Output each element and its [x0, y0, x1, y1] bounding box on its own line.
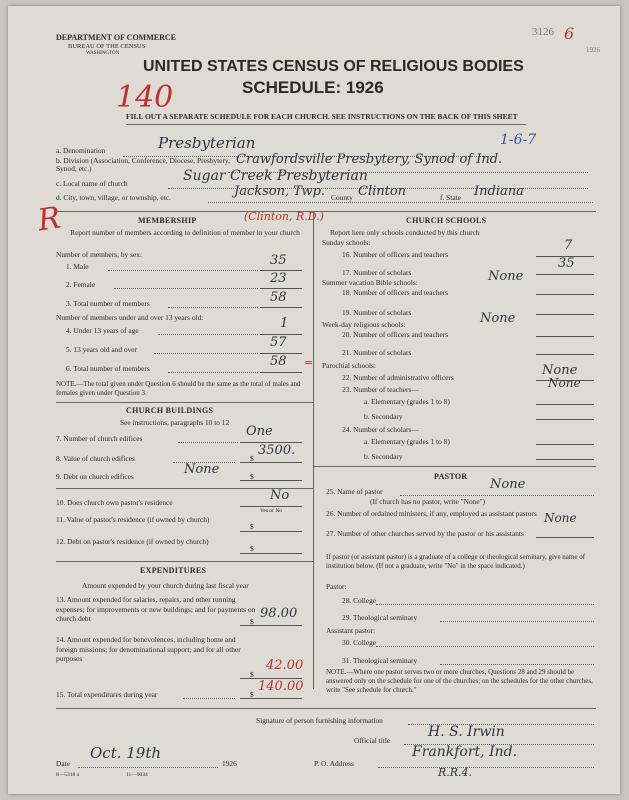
q24b-line — [536, 459, 594, 460]
graduate-note: If pastor (or assistant pastor) is a graduate of a college or theological seminary, give name of institution below. (If not a graduate, write "No" in the space indicated.) — [326, 553, 586, 570]
q8-label: 8. Value of church edifices — [56, 454, 135, 463]
q31-label: 31. Theological seminary — [342, 656, 418, 665]
membership-intro: Report number of members according to definition of member in your church — [70, 228, 300, 237]
q25-value: None — [490, 477, 526, 492]
handwritten-number: 140 — [116, 80, 174, 115]
date-line — [78, 767, 218, 768]
q12-line — [240, 553, 302, 554]
division-value: Crawfordsville Presbytery, Synod of Ind. — [236, 152, 503, 167]
q3-line — [260, 307, 302, 308]
q6-label: 6. Total number of members — [66, 364, 150, 373]
q8-dollar: $ — [250, 454, 254, 463]
q16-value: 7 — [564, 238, 573, 253]
city-label: WASHINGTON — [86, 51, 120, 56]
q19-line — [536, 314, 594, 315]
q27-line — [536, 537, 594, 538]
q25-line — [400, 495, 594, 496]
po-address-value-2: R.R.4. — [438, 766, 473, 779]
schools-heading: CHURCH SCHOOLS — [406, 216, 487, 225]
po-line — [378, 767, 594, 768]
church-name-label: c. Local name of church — [56, 179, 128, 188]
q21-line — [536, 354, 594, 355]
date-year: 1926 — [222, 759, 237, 768]
q20-line — [536, 336, 594, 337]
signature-label: Signature of person furnishing information — [256, 716, 383, 725]
city-line — [208, 202, 593, 203]
summer-label: Summer vacation Bible schools: — [322, 278, 418, 287]
q28-label: 28. College — [342, 596, 377, 605]
q4-label: 4. Under 13 years of age — [66, 326, 139, 335]
instruction-rule — [126, 124, 526, 125]
q7-leader — [178, 442, 238, 443]
summer-value: None — [488, 269, 524, 284]
under-over-label: Number of members under and over 13 years old: — [56, 313, 204, 322]
q23a-line — [536, 404, 594, 405]
q27-label: 27. Number of other churches served by the pastor or his assistants — [326, 529, 524, 538]
q10-value: No — [270, 488, 290, 503]
q8-line — [240, 462, 302, 463]
q15-dollar: $ — [250, 690, 254, 699]
official-title-label: Official title — [354, 736, 391, 745]
q19-label: 19. Number of scholars — [342, 308, 412, 317]
red-check: = — [304, 356, 314, 369]
q22-label: 22. Number of administrative officers — [342, 373, 454, 382]
official-title-value: H. S. Irwin — [428, 724, 505, 740]
q13-line — [240, 625, 302, 626]
q12-label: 12. Debt on pastor's residence (if owned by church) — [56, 537, 209, 546]
q10-label: 10. Does church own pastor's residence — [56, 498, 173, 507]
denomination-label: a. Denomination — [56, 146, 106, 155]
q2-leader — [114, 288, 258, 289]
q2-value: 23 — [270, 271, 287, 286]
q11-dollar: $ — [250, 522, 254, 531]
state-value: Indiana — [474, 184, 524, 199]
q11-label: 11. Value of pastor's residence (if owned by church) — [56, 515, 210, 524]
q25-note: (If church has no pastor, write "None") — [370, 497, 486, 506]
q20-label: 20. Number of officers and teachers — [342, 330, 449, 339]
q31-line — [440, 664, 594, 665]
q5-leader — [154, 353, 258, 354]
q7-value: One — [246, 424, 273, 439]
city-town-label: d. City, town, village, or township, etc. — [56, 193, 171, 202]
expenditures-sub: Amount expended by your church during last fiscal year — [82, 581, 249, 590]
sunday-label: Sunday schools: — [322, 238, 371, 247]
q2-label: 2. Female — [66, 280, 96, 289]
q23-value: None — [548, 376, 581, 390]
form-number: 3126 — [532, 26, 554, 38]
buildings-heading: CHURCH BUILDINGS — [126, 406, 214, 415]
q12-dollar: $ — [250, 544, 254, 553]
bureau-label: BUREAU OF THE CENSUS — [68, 43, 146, 50]
footer-divider — [56, 708, 596, 709]
corner-mark: 6 — [564, 24, 575, 43]
q7-label: 7. Number of church edifices — [56, 434, 143, 443]
q23-label: 23. Number of teachers— — [342, 385, 419, 394]
q23b-label: b. Secondary — [364, 412, 403, 421]
q15-label: 15. Total expenditures during year — [56, 690, 158, 699]
q24b-label: b. Secondary — [364, 452, 403, 461]
buildings-divider — [56, 402, 313, 403]
q6-line — [260, 372, 302, 373]
census-schedule-page — [8, 6, 620, 794]
schedule-title: SCHEDULE: 1926 — [242, 78, 384, 97]
q5-label: 5. 13 years old and over — [66, 345, 138, 354]
q26-label: 26. Number of ordained ministers, if any, employed as assistant pastors — [326, 509, 537, 518]
church-name-value: Sugar Creek Presbyterian — [183, 168, 368, 184]
q2-line — [260, 288, 302, 289]
q24a-label: a. Elementary (grades 1 to 8) — [364, 437, 450, 446]
pastor-heading: PASTOR — [434, 472, 468, 481]
q23b-line — [536, 419, 594, 420]
q23a-label: a. Elementary (grades 1 to 8) — [364, 397, 450, 406]
weekday-label: Week-day religious schools: — [322, 320, 406, 329]
pastor-divider — [313, 466, 596, 467]
po-address-label: P. O. Address — [314, 759, 354, 768]
q9-label: 9. Debt on church edifices — [56, 472, 134, 481]
expenditures-heading: EXPENDITURES — [140, 566, 207, 575]
county-value: Clinton — [358, 184, 407, 199]
q6-value: 58 — [270, 354, 287, 369]
schools-intro: Report here only schools conducted by this church — [330, 228, 480, 237]
date-value: Oct. 19th — [90, 744, 162, 762]
parochial-label: Parochial schools: — [322, 361, 376, 370]
q16-label: 16. Number of officers and teachers — [342, 250, 449, 259]
q4-value: 1 — [280, 316, 289, 331]
pastor-sub-label: Pastor: — [326, 582, 347, 591]
city-town-value: Jackson, Twp. — [234, 184, 326, 199]
q4-leader — [158, 334, 258, 335]
q8-value: 3500. — [258, 443, 296, 458]
q26-value: None — [544, 511, 577, 525]
q14-value: 42.00 — [266, 658, 304, 673]
q6-leader — [168, 372, 258, 373]
q25-label: 25. Name of pastor — [326, 487, 383, 496]
red-note: (Clinton, R.D.) — [244, 210, 324, 223]
division-code: 1-6-7 — [500, 132, 537, 148]
po-address-value: Frankfort, Ind. — [412, 744, 518, 760]
q9-value: None — [184, 462, 220, 477]
q1-value: 35 — [270, 253, 287, 268]
corner-year: 1926 — [586, 46, 600, 54]
buildings-sub: See instructions, paragraphs 10 to 12 — [120, 418, 230, 427]
county-label: County — [331, 193, 353, 202]
q13-dollar: $ — [250, 617, 254, 626]
assistant-label: Assistant pastor: — [326, 626, 376, 635]
by-sex-label: Number of members, by sex: — [56, 250, 142, 259]
date-label: Date — [56, 759, 70, 768]
q3-value: 58 — [270, 290, 287, 305]
q30-line — [376, 646, 594, 647]
q14-dollar: $ — [250, 670, 254, 679]
q13-value: 98.00 — [260, 606, 298, 621]
form-title: UNITED STATES CENSUS OF RELIGIOUS BODIES — [143, 58, 524, 75]
q17-label: 17. Number of scholars — [342, 268, 412, 277]
division-label: b. Division (Association, Conference, Diocese, Presbytery, Synod, etc.) — [56, 156, 230, 173]
q11-line — [240, 531, 302, 532]
state-label: f. State — [440, 193, 461, 202]
q24a-line — [536, 444, 594, 445]
membership-note: NOTE.—The total given under Question 6 should be the same as the total of males and females given under Question 3. — [56, 380, 301, 397]
q9-dollar: $ — [250, 472, 254, 481]
print-code-2: 11—9034 — [126, 772, 148, 778]
q15-line — [240, 698, 302, 699]
q5-value: 57 — [270, 335, 287, 350]
q10-line — [240, 506, 302, 507]
expenditures-divider — [56, 561, 313, 562]
weekday-value: None — [480, 311, 516, 326]
q18-line — [536, 294, 594, 295]
q28-line — [376, 604, 594, 605]
q22-value: None — [542, 363, 578, 378]
q9-line — [240, 480, 302, 481]
q13-label: 13. Amount expended for salaries, repairs, and other running expenses; for improvements or new buildings; and for payments on church debt — [56, 595, 256, 623]
red-initial: R — [35, 200, 63, 239]
pastor-note: NOTE.—Where one pastor serves two or more churches, Questions 28 and 29 should be answered only on the schedule for one of the churches; on the schedules for the other churches, write "See schedule for church." — [326, 668, 593, 694]
q1-leader — [108, 270, 258, 271]
q1-label: 1. Male — [66, 262, 89, 271]
top-divider — [56, 211, 596, 212]
q21-label: 21. Number of scholars — [342, 348, 412, 357]
denomination-value: Presbyterian — [158, 134, 256, 152]
membership-heading: MEMBERSHIP — [138, 216, 197, 225]
q3-leader — [168, 307, 258, 308]
q17-value: 35 — [558, 256, 575, 271]
print-code-1: 8—5318 a — [56, 772, 80, 778]
column-divider — [313, 211, 314, 689]
q30-label: 30. College — [342, 638, 377, 647]
q14-label: 14. Amount expended for benevolences, including home and foreign missions; for denominational support; and for all other purposes — [56, 635, 241, 663]
q24-label: 24. Number of scholars— — [342, 425, 419, 434]
q18-label: 18. Number of officers and teachers — [342, 288, 449, 297]
q29-line — [440, 621, 594, 622]
dept-label: DEPARTMENT OF COMMERCE — [56, 33, 177, 42]
yes-no-hint: Yes or No — [260, 508, 283, 514]
q17-line — [536, 274, 594, 275]
q29-label: 29. Theological seminary — [342, 613, 418, 622]
instruction-line: FILL OUT A SEPARATE SCHEDULE FOR EACH CHURCH. SEE INSTRUCTIONS ON THE BACK OF THIS SHEET — [126, 112, 518, 121]
q15-value: 140.00 — [258, 679, 304, 694]
q3-label: 3. Total number of members — [66, 299, 150, 308]
q15-leader — [183, 698, 235, 699]
